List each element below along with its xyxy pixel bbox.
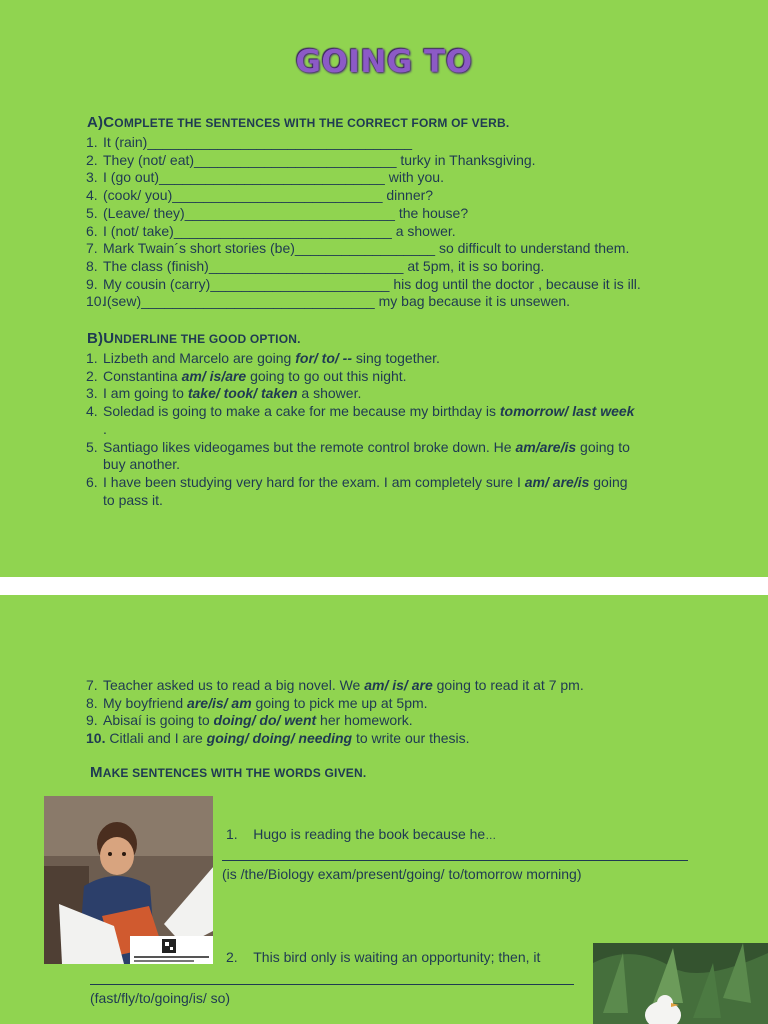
answer-blank: ___________________________ bbox=[172, 187, 383, 204]
item-options: doing/ do/ went bbox=[213, 712, 317, 729]
list-item bbox=[86, 439, 706, 474]
item-text: My cousin (carry) bbox=[103, 275, 211, 292]
item-text-continued: to pass it. bbox=[103, 491, 163, 508]
sentence-text: Hugo is reading the book because he bbox=[253, 826, 486, 842]
item-options: take/ took/ taken bbox=[187, 385, 298, 402]
item-text: turky in Thanksgiving. bbox=[396, 151, 536, 168]
sentence-1 bbox=[226, 825, 496, 845]
sentence-number: 2. bbox=[226, 949, 238, 965]
item-text: (Leave/ they) bbox=[103, 204, 185, 221]
item-number: 1. bbox=[86, 134, 98, 150]
item-text: Citlali and I are bbox=[105, 730, 207, 747]
list-item bbox=[86, 223, 641, 241]
item-text: Teacher asked us to read a big novel. We bbox=[103, 677, 365, 693]
list-item bbox=[86, 368, 706, 386]
item-text: the house? bbox=[394, 204, 469, 221]
item-options: am/ is/are bbox=[181, 367, 247, 384]
item-number: 6. bbox=[86, 473, 98, 490]
item-number: 2. bbox=[86, 151, 98, 168]
list-item bbox=[86, 169, 641, 187]
item-text: I(sew) bbox=[103, 293, 142, 310]
item-text: going bbox=[589, 473, 628, 490]
item-options: am/are/is bbox=[515, 438, 577, 455]
section-b-list-continued bbox=[86, 677, 584, 748]
answer-blank: _________________________ bbox=[208, 257, 404, 274]
item-number: 8. bbox=[86, 257, 98, 274]
item-text: Constantina bbox=[103, 367, 182, 384]
section-a-list bbox=[86, 134, 641, 311]
item-number: 5. bbox=[86, 204, 98, 221]
bird-illustration bbox=[593, 943, 768, 1024]
item-text: Lizbeth and Marcelo are going bbox=[103, 350, 296, 366]
item-text: It (rain) bbox=[103, 134, 148, 150]
item-text: going to read it at 7 pm. bbox=[432, 677, 584, 693]
item-options: going/ doing/ needing bbox=[206, 730, 353, 747]
list-item bbox=[86, 240, 641, 258]
item-text: They (not/ eat) bbox=[103, 151, 195, 168]
section-b-letter: B) bbox=[87, 330, 104, 347]
list-item bbox=[86, 276, 641, 294]
list-item bbox=[86, 695, 584, 713]
list-item bbox=[86, 187, 641, 205]
section-a-heading bbox=[87, 114, 509, 131]
item-text: going to go out this night. bbox=[246, 367, 407, 384]
section-a-heading-text: OMPLETE THE SENTENCES WITH THE CORRECT FORM OF VERB. bbox=[114, 116, 510, 130]
list-item bbox=[86, 293, 641, 311]
sentence-text: This bird only is waiting an opportunity; then, it bbox=[253, 949, 541, 965]
sentence-ellipsis: … bbox=[485, 830, 497, 842]
section-a-letter: A) bbox=[87, 114, 104, 131]
section-c-heading bbox=[90, 764, 366, 781]
item-text: going to pick me up at 5pm. bbox=[251, 694, 428, 711]
item-options: for/ to/ -- bbox=[295, 350, 352, 366]
list-item bbox=[86, 403, 706, 438]
section-c-heading-text: AKE SENTENCES WITH THE WORDS GIVEN. bbox=[102, 766, 367, 780]
section-b-list bbox=[86, 350, 706, 509]
list-item bbox=[86, 385, 706, 403]
boy-reading-illustration bbox=[44, 796, 213, 964]
sentence-2 bbox=[226, 948, 540, 966]
item-number: 3. bbox=[86, 169, 98, 186]
answer-blank: ___________________________ bbox=[184, 204, 395, 221]
item-options: am/ are/is bbox=[524, 473, 590, 490]
item-number: 9. bbox=[86, 712, 98, 729]
answer-line bbox=[222, 860, 688, 861]
item-options: tomorrow/ last week bbox=[499, 403, 635, 420]
item-text: My boyfriend bbox=[103, 694, 188, 711]
item-text: (cook/ you) bbox=[103, 187, 173, 204]
item-text: a shower. bbox=[391, 222, 456, 239]
list-item bbox=[86, 474, 706, 509]
list-item bbox=[86, 134, 641, 152]
answer-blank: ______________________________ bbox=[141, 293, 375, 310]
list-item bbox=[86, 205, 641, 223]
list-item bbox=[86, 677, 584, 695]
boy-reading-photo bbox=[44, 796, 213, 964]
answer-blank: __________________ bbox=[294, 240, 436, 257]
item-number: 10. bbox=[86, 293, 106, 310]
item-text: sing together. bbox=[352, 350, 440, 366]
item-text-continued: . bbox=[103, 420, 107, 437]
item-options: am/ is/ are bbox=[364, 677, 433, 693]
list-item bbox=[86, 258, 641, 276]
section-b-heading-text: NDERLINE THE GOOD OPTION. bbox=[114, 332, 301, 346]
item-text: to write our thesis. bbox=[352, 730, 470, 747]
item-text: I am going to bbox=[103, 385, 188, 402]
item-number: 5. bbox=[86, 438, 98, 455]
item-number: 6. bbox=[86, 222, 98, 239]
item-text-continued: buy another. bbox=[103, 456, 181, 473]
item-number: 4. bbox=[86, 403, 98, 420]
section-b-heading-initial: U bbox=[103, 330, 115, 347]
item-text: Abisaí is going to bbox=[103, 712, 214, 729]
section-b-heading bbox=[87, 330, 301, 347]
item-number: 3. bbox=[86, 385, 98, 402]
item-text: I have been studying very hard for the exam. I am completely sure I bbox=[103, 473, 525, 490]
sentence-number: 1. bbox=[226, 826, 238, 842]
item-number: 7. bbox=[86, 240, 98, 257]
item-number: 7. bbox=[86, 677, 98, 693]
answer-blank: __________________________ bbox=[194, 151, 397, 168]
list-item bbox=[86, 730, 584, 748]
item-number: 8. bbox=[86, 694, 98, 711]
item-number: 9. bbox=[86, 275, 98, 292]
item-text: my bag because it is unsewen. bbox=[374, 293, 571, 310]
item-text: Soledad is going to make a cake for me because my birthday is bbox=[103, 403, 500, 420]
item-text: her homework. bbox=[316, 712, 413, 729]
item-text: a shower. bbox=[297, 385, 362, 402]
item-text: with you. bbox=[384, 169, 444, 186]
item-text: Mark Twain´s short stories (be) bbox=[103, 240, 295, 257]
answer-blank: _______________________ bbox=[210, 275, 390, 292]
item-text: I (not/ take) bbox=[103, 222, 174, 239]
section-c-heading-initial: M bbox=[90, 764, 103, 781]
answer-blank: ____________________________ bbox=[173, 222, 392, 239]
bird-photo bbox=[593, 943, 768, 1024]
sentence-1-words: (is /the/Biology exam/present/going/ to/tomorrow morning) bbox=[222, 866, 582, 882]
item-number: 4. bbox=[86, 187, 98, 204]
item-text: going to bbox=[576, 438, 630, 455]
worksheet-title: GOING TO bbox=[295, 44, 473, 80]
answer-blank: __________________________________ bbox=[147, 134, 413, 150]
item-text: The class (finish) bbox=[103, 257, 209, 274]
item-text: at 5pm, it is so boring. bbox=[403, 257, 545, 274]
item-number: 10. bbox=[86, 730, 106, 747]
list-item bbox=[86, 152, 641, 170]
answer-blank: _____________________________ bbox=[159, 169, 385, 186]
item-text: so difficult to understand them. bbox=[435, 240, 630, 257]
item-text: Santiago likes videogames but the remote control broke down. He bbox=[103, 438, 516, 455]
item-options: are/is/ am bbox=[187, 694, 252, 711]
item-text: dinner? bbox=[382, 187, 434, 204]
list-item bbox=[86, 350, 706, 368]
item-text: his dog until the doctor , because it is ill. bbox=[389, 275, 641, 292]
list-item bbox=[86, 712, 584, 730]
sentence-2-words: (fast/fly/to/going/is/ so) bbox=[90, 990, 231, 1006]
item-text: I (go out) bbox=[103, 169, 160, 186]
item-number: 1. bbox=[86, 350, 98, 366]
answer-line bbox=[90, 984, 574, 985]
section-a-heading-initial: C bbox=[103, 114, 115, 131]
item-number: 2. bbox=[86, 367, 98, 384]
